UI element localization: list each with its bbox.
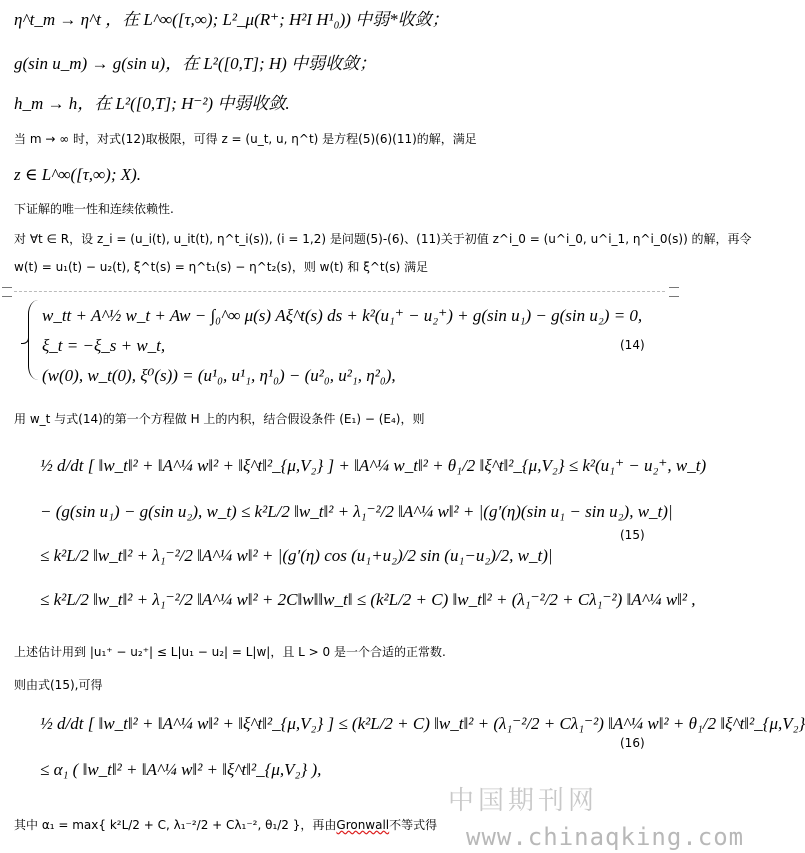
text-uniqueness-intro: 下证解的唯一性和连续依赖性. — [14, 202, 174, 216]
section-break-left — [2, 287, 12, 297]
system14-row-1: w_tt + A^½ w_t + Aw − ∫₀^∞ μ(s) Aξ^t(s) ds + k²(u₁⁺ − u₂⁺) + g(sin u₁) − g(sin u₂) = 0, — [42, 306, 643, 325]
line-convergence-h: h_m → h，在 L²([0,T]; H⁻²) 中弱收敛. — [14, 94, 290, 113]
gronwall-word: Gronwall — [336, 818, 390, 832]
line-z-in-space: z ∈ L^∞([τ,∞); X). — [14, 165, 142, 184]
watermark-chinese: 中国期刊网 — [448, 786, 599, 816]
watermark-url: www.chinaqking.com — [466, 823, 745, 851]
text-inner-product: 用 w_t 与式(14)的第一个方程做 H 上的内积，结合假设条件 (E₁) − (E₄)，则 — [14, 412, 425, 426]
section-break-right — [669, 287, 679, 297]
line-convergence-eta: η^t_m → η^t ，在 L^∞([τ,∞); L²_μ(R⁺; H²I H¹₀)) 中弱*收敛； — [14, 10, 449, 29]
eq16-row-2: ≤ α₁ ( ‖w_t‖² + ‖A^¼ w‖² + ‖ξ^t‖²_{μ,V₂} ), — [40, 760, 322, 779]
system14-row-2: ξ_t = −ξ_s + w_t, — [42, 336, 166, 355]
eq15-row-2: − (g(sin u₁) − g(sin u₂), w_t) ≤ k²L/2 ‖w_t‖² + λ₁⁻²/2 ‖A^¼ w‖² + |(g′(η)(sin u₁ − sin u₂), w_t)| — [40, 502, 673, 521]
text-difference-def: w(t) = u₁(t) − u₂(t), ξ^t(s) = η^t₁(s) − η^t₂(s)，则 w(t) 和 ξ^t(s) 满足 — [14, 260, 429, 274]
text-limit-solution: 当 m → ∞ 时，对式(12)取极限，可得 z = (u_t, u, η^t) 是方程(5)(6)(11)的解，满足 — [14, 132, 477, 146]
alpha-definition-prefix: 其中 α₁ = max{ k²L/2 + C, λ₁⁻²/2 + Cλ₁⁻², θ₁/2 }，再由 — [14, 818, 337, 832]
eq15-row-3: ≤ k²L/2 ‖w_t‖² + λ₁⁻²/2 ‖A^¼ w‖² + |(g′(η) cos (u₁+u₂)/2 sin (u₁−u₂)/2, w_t)| — [40, 546, 553, 565]
text-estimate-note: 上述估计用到 |u₁⁺ − u₂⁺| ≤ L|u₁ − u₂| = L|w|，且 L > 0 是一个合适的正常数. — [14, 645, 446, 659]
text-alpha-definition — [14, 816, 437, 834]
alpha-definition-suffix: 不等式得 — [389, 818, 438, 832]
eq15-row-4: ≤ k²L/2 ‖w_t‖² + λ₁⁻²/2 ‖A^¼ w‖² + 2C‖w‖‖w_t‖ ≤ (k²L/2 + C) ‖w_t‖² + (λ₁⁻²/2 + Cλ₁⁻²) ‖A^¼ w‖² , — [40, 590, 696, 609]
eq15-row-1: ½ d/dt [ ‖w_t‖² + ‖A^¼ w‖² + ‖ξ^t‖²_{μ,V₂} ] + ‖A^¼ w_t‖² + θ₁/2 ‖ξ^t‖²_{μ,V₂} ≤ k²(u₁⁺ − u₂⁺, w_t) — [40, 456, 707, 475]
text-solutions-setup: 对 ∀t ∈ R，设 z_i = (u_i(t), u_it(t), η^t_i(s)), (i = 1,2) 是问题(5)-(6)、(11)关于初值 z^i_0 = (u^i_0, u^i_1, η^i_0(s)) 的解，再令 — [14, 232, 752, 246]
equation-number-14: (14) — [620, 338, 645, 352]
equation-number-15: (15) — [620, 528, 645, 542]
section-divider — [14, 291, 665, 292]
equation-number-16: (16) — [620, 736, 645, 750]
system-brace — [28, 300, 39, 380]
system14-row-3: (w(0), w_t(0), ξ⁰(s)) = (u¹₀, u¹₁, η¹₀) − (u²₀, u²₁, η²₀), — [42, 366, 396, 385]
line-convergence-g: g(sin u_m) → g(sin u)，在 L²([0,T]; H) 中弱收敛； — [14, 54, 377, 73]
text-from-eq15: 则由式(15),可得 — [14, 678, 103, 692]
eq16-row-1: ½ d/dt [ ‖w_t‖² + ‖A^¼ w‖² + ‖ξ^t‖²_{μ,V₂} ] ≤ (k²L/2 + C) ‖w_t‖² + (λ₁⁻²/2 + Cλ₁⁻²) ‖A^¼ w‖² + θ₁/2 ‖ξ^t‖²_{μ,V₂} — [40, 714, 805, 733]
